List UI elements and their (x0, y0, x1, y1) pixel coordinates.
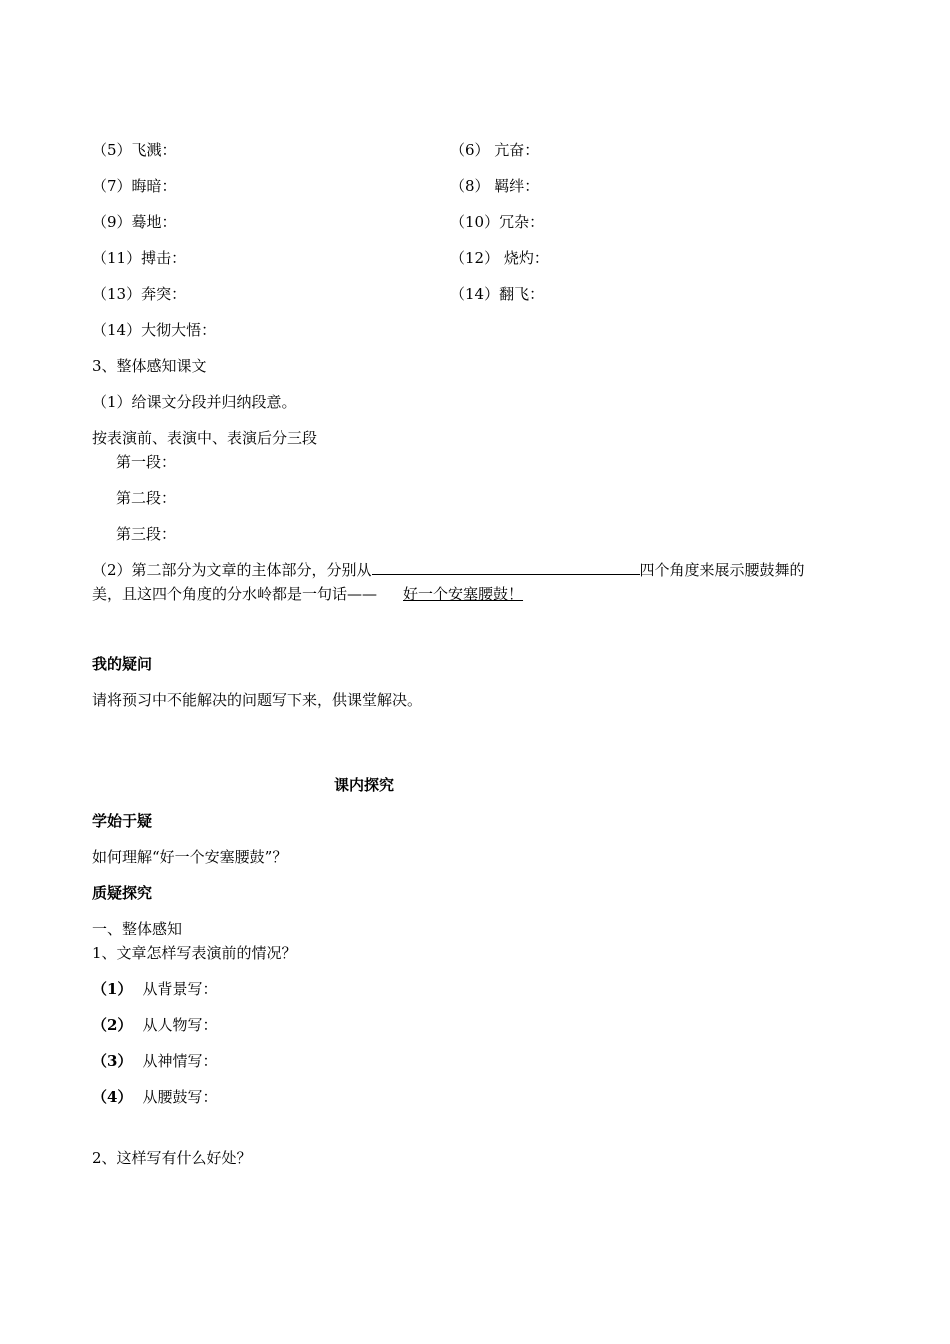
inquiry-item-2 (92, 1015, 217, 1035)
section3-q2-line2-text: 美，且这四个角度的分水岭都是一句话—— (92, 585, 378, 603)
vocab-item-7: （7）晦暗： (92, 177, 177, 195)
explore-title: 质疑探究 (92, 884, 153, 902)
vocab-item-10: （10）冗杂： (450, 213, 545, 231)
my-questions-text: 请将预习中不能解决的问题写下来，供课堂解决。 (92, 691, 423, 709)
section3-q2-suffix: 四个角度来展示腰鼓舞的 (639, 561, 805, 579)
inquiry-item-1 (92, 979, 217, 999)
item-text: 从神情写： (142, 1052, 218, 1070)
item-text: 从背景写： (142, 980, 218, 998)
item-number: （2） (92, 1016, 133, 1034)
inquiry-q2: 2、这样写有什么好处？ (92, 1149, 252, 1167)
section3-q1-note: 按表演前、表演中、表演后分三段 (92, 429, 318, 447)
section3-q2-prefix: （2）第二部分为文章的主体部分，分别从 (92, 561, 372, 579)
learn-question: 如何理解“好一个安塞腰鼓”？ (92, 848, 288, 866)
item-number: （1） (92, 980, 133, 998)
vocab-item-8: （8） 羁绊： (450, 177, 540, 195)
inquiry-item-3 (92, 1051, 217, 1071)
section3-q2-line2 (92, 584, 523, 604)
answer-blank (372, 560, 640, 575)
inquiry-q1: 1、文章怎样写表演前的情况？ (92, 944, 297, 962)
part1-title: 一、整体感知 (92, 920, 183, 938)
learn-title: 学始于疑 (92, 812, 153, 830)
item-text: 从腰鼓写： (142, 1088, 218, 1106)
section3-q1: （1）给课文分段并归纳段意。 (92, 393, 297, 411)
my-questions-title: 我的疑问 (92, 655, 153, 673)
section3-q2-line1 (92, 560, 805, 580)
inquiry-item-4 (92, 1087, 217, 1107)
vocab-item-9: （9）蓦地： (92, 213, 177, 231)
item-number: （4） (92, 1088, 133, 1106)
vocab-item-5: （5）飞溅： (92, 141, 177, 159)
vocab-item-14: （14）翻飞： (450, 285, 545, 303)
vocab-item-6: （6） 亢奋： (450, 141, 540, 159)
section3-q2-answer: 好一个安塞腰鼓！ (403, 585, 524, 603)
vocab-item-13: （13）奔突： (92, 285, 187, 303)
paragraph-1-label: 第一段： (116, 453, 177, 471)
vocab-item-11: （11）搏击： (92, 249, 187, 267)
item-text: 从人物写： (142, 1016, 218, 1034)
vocab-item-12: （12） 烧灼： (450, 249, 549, 267)
paragraph-3-label: 第三段： (116, 525, 177, 543)
inquiry-title: 课内探究 (334, 776, 395, 794)
section3-title: 3、整体感知课文 (92, 357, 207, 375)
vocab-item-last: （14）大彻大悟： (92, 321, 217, 339)
paragraph-2-label: 第二段： (116, 489, 177, 507)
item-number: （3） (92, 1052, 133, 1070)
